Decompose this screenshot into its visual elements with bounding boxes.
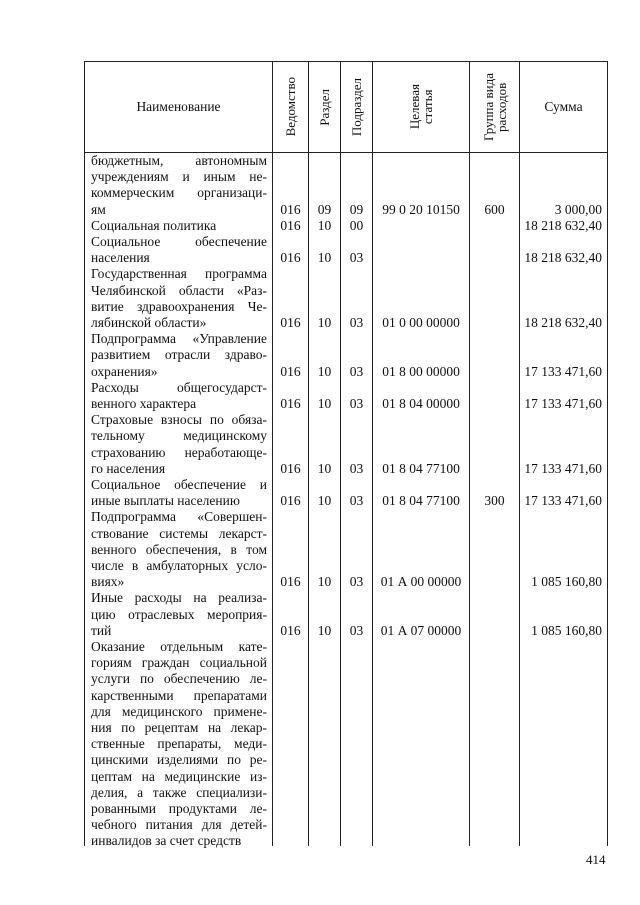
row-name-line: виях» bbox=[91, 574, 125, 590]
row-target-cell: 01 А 00 00000 bbox=[380, 574, 462, 590]
row-name-line: венного характера bbox=[91, 396, 197, 411]
row-name-line: Социальная политика bbox=[91, 217, 217, 233]
row-dept-cell: 016 bbox=[280, 315, 301, 330]
row-name-line: развитием отрасли здраво- bbox=[91, 347, 267, 363]
row-name-line: Оказание отдельным кате- bbox=[91, 639, 267, 654]
header-dept-label: Ведомство bbox=[283, 77, 298, 137]
row-section-cell: 10 bbox=[317, 363, 332, 379]
row-name-line: рованными продуктами ле- bbox=[91, 801, 267, 816]
header-target bbox=[373, 62, 469, 152]
row-name-line: числе в амбулаторных усло- bbox=[91, 558, 267, 573]
row-name-line: населения bbox=[91, 250, 150, 266]
row-group-cell bbox=[470, 623, 519, 639]
row-subsection-cell: 03 bbox=[349, 250, 364, 266]
row-target-cell: 99 0 20 10150 bbox=[382, 201, 460, 217]
row-dept-cell: 016 bbox=[280, 250, 301, 266]
row-sum-cell: 17 133 471,60 bbox=[524, 396, 602, 411]
row-name-line: венного обеспечения, в том bbox=[91, 541, 267, 557]
row-group-cell bbox=[470, 315, 519, 331]
row-name-line: коммерческим организаци- bbox=[91, 185, 267, 201]
row-subsection-cell: 03 bbox=[349, 493, 364, 509]
row-group-cell bbox=[470, 574, 519, 590]
row-name-line: Социальное обеспечение и bbox=[91, 477, 267, 492]
row-dept-cell: 016 bbox=[280, 574, 301, 590]
row-name-line: охранения» bbox=[91, 363, 158, 379]
row-name-line: лябинской области» bbox=[91, 315, 207, 330]
table-body bbox=[85, 153, 607, 849]
row-target-cell: 01 8 04 77100 bbox=[382, 493, 460, 509]
row-name-line: делия, а также специализи- bbox=[91, 784, 267, 800]
row-name-line: Страховые взносы по обяза- bbox=[91, 412, 267, 428]
row-sum-cell: 18 218 632,40 bbox=[524, 315, 602, 330]
row-sum-cell: 1 085 160,80 bbox=[531, 622, 602, 638]
header-section bbox=[309, 62, 340, 152]
row-sum-cell: 1 085 160,80 bbox=[531, 574, 602, 590]
row-section-cell: 10 bbox=[317, 250, 332, 266]
header-subsection-label: Подраздел bbox=[349, 77, 364, 137]
row-group-cell bbox=[470, 364, 519, 380]
header-sum-label: Сумма bbox=[544, 99, 583, 114]
header-name-label: Наименование bbox=[136, 99, 221, 114]
row-name-line: услуги по обеспечению ле- bbox=[91, 671, 267, 687]
row-group-cell bbox=[470, 396, 519, 412]
row-name-line: бюджетным, автономным bbox=[91, 153, 267, 168]
row-name-line: Челябинской области «Раз- bbox=[91, 282, 267, 298]
row-sum-cell: 18 218 632,40 bbox=[524, 250, 602, 266]
row-group-cell bbox=[470, 461, 519, 477]
header-subsection bbox=[341, 62, 372, 152]
row-name-line: Государственная программа bbox=[91, 266, 267, 282]
header-target-line2: статья bbox=[420, 89, 435, 125]
page-number: 414 bbox=[586, 852, 606, 867]
row-name-line: цептам на медицинские из- bbox=[91, 768, 267, 784]
row-target-cell: 01 8 00 00000 bbox=[382, 363, 460, 379]
row-group-cell bbox=[470, 833, 519, 849]
row-dept-cell: 016 bbox=[280, 363, 301, 379]
header-group-line1: Группа вида bbox=[480, 73, 496, 141]
row-name-line: го населения bbox=[91, 460, 166, 476]
row-name-line: учреждениям и иным не- bbox=[91, 169, 267, 185]
row-name-line: ния по рецептам на лекар- bbox=[91, 720, 267, 735]
row-target-cell bbox=[373, 218, 469, 234]
row-name-line: витие здравоохранения Че- bbox=[91, 298, 267, 314]
row-section-cell bbox=[309, 833, 340, 849]
row-group-cell bbox=[470, 218, 519, 234]
row-target-cell: 01 0 00 00000 bbox=[382, 315, 460, 330]
row-dept-cell: 016 bbox=[280, 217, 301, 233]
row-section-cell: 09 bbox=[317, 201, 332, 217]
row-name-line: Иные расходы на реализа- bbox=[91, 590, 267, 606]
row-sum-cell: 3 000,00 bbox=[554, 201, 602, 217]
header-group-label bbox=[482, 73, 508, 141]
row-target-cell: 01 8 04 00000 bbox=[382, 396, 460, 411]
row-group-cell: 300 bbox=[484, 493, 505, 509]
row-subsection-cell: 03 bbox=[349, 315, 364, 330]
row-dept-cell: 016 bbox=[280, 460, 301, 476]
row-section-cell: 10 bbox=[317, 493, 332, 509]
row-sum-cell: 18 218 632,40 bbox=[524, 217, 602, 233]
row-target-cell bbox=[373, 833, 469, 849]
row-name-line: чебного питания для детей- bbox=[91, 817, 267, 833]
row-section-cell: 10 bbox=[317, 396, 332, 411]
row-name-line: тельному медицинскому bbox=[91, 428, 267, 444]
header-name bbox=[85, 62, 272, 152]
row-name-line: гориям граждан социальной bbox=[91, 655, 267, 671]
row-section-cell: 10 bbox=[317, 574, 332, 590]
row-sum-cell: 17 133 471,60 bbox=[524, 363, 602, 379]
header-section-label: Раздел bbox=[317, 88, 332, 126]
row-name-line: инвалидов за счет средств bbox=[91, 833, 242, 849]
row-name-line: ям bbox=[91, 201, 106, 217]
row-subsection-cell: 09 bbox=[349, 201, 364, 217]
row-dept-cell: 016 bbox=[280, 622, 301, 638]
header-group bbox=[470, 62, 519, 152]
row-name-line: страхованию неработающе- bbox=[91, 444, 267, 460]
row-subsection-cell: 03 bbox=[349, 363, 364, 379]
row-name-line: для медицинского примене- bbox=[91, 703, 267, 719]
row-target-cell bbox=[373, 250, 469, 266]
row-sum-cell: 17 133 471,60 bbox=[524, 493, 602, 509]
header-dept bbox=[273, 62, 308, 152]
row-dept-cell: 016 bbox=[280, 493, 301, 509]
row-target-cell: 01 8 04 77100 bbox=[382, 460, 460, 476]
row-name-line: цинскими изделиями по ре- bbox=[91, 752, 267, 768]
row-sum-cell bbox=[520, 833, 602, 849]
row-subsection-cell: 03 bbox=[349, 574, 364, 590]
row-section-cell: 10 bbox=[317, 315, 332, 330]
row-name-line: Подпрограмма «Совершен- bbox=[91, 509, 267, 525]
row-subsection-cell: 03 bbox=[349, 396, 364, 411]
row-name-line: Подпрограмма «Управление bbox=[91, 331, 267, 347]
row-target-cell: 01 А 07 00000 bbox=[380, 622, 462, 638]
row-name-line: ствование системы лекарст- bbox=[91, 525, 267, 541]
row-group-cell bbox=[470, 250, 519, 266]
header-target-label bbox=[408, 84, 434, 129]
row-name-line: карственными препаратами bbox=[91, 687, 267, 703]
row-name-line: иные выплаты населению bbox=[91, 493, 240, 509]
row-sum-cell: 17 133 471,60 bbox=[524, 460, 602, 476]
row-dept-cell: 016 bbox=[280, 201, 301, 217]
row-name-line: цию отраслевых мероприя- bbox=[91, 606, 267, 622]
row-name-line: Социальное обеспечение bbox=[91, 234, 267, 249]
budget-table bbox=[84, 61, 608, 849]
row-group-cell: 600 bbox=[484, 201, 505, 217]
row-name-line: Расходы общегосударст- bbox=[91, 379, 267, 395]
row-dept-cell bbox=[273, 833, 308, 849]
row-section-cell: 10 bbox=[317, 622, 332, 638]
header-sum bbox=[520, 62, 607, 152]
row-dept-cell: 016 bbox=[280, 396, 301, 411]
row-subsection-cell: 00 bbox=[349, 217, 364, 233]
row-subsection-cell: 03 bbox=[349, 460, 364, 476]
row-section-cell: 10 bbox=[317, 217, 332, 233]
row-name-line: тий bbox=[91, 622, 112, 638]
header-group-line2: расходов bbox=[493, 82, 509, 132]
row-subsection-cell bbox=[341, 833, 372, 849]
row-section-cell: 10 bbox=[317, 460, 332, 476]
header-target-line1: Целевая bbox=[407, 84, 422, 130]
row-name-line: ственные препараты, меди- bbox=[91, 736, 267, 752]
row-subsection-cell: 03 bbox=[349, 622, 364, 638]
